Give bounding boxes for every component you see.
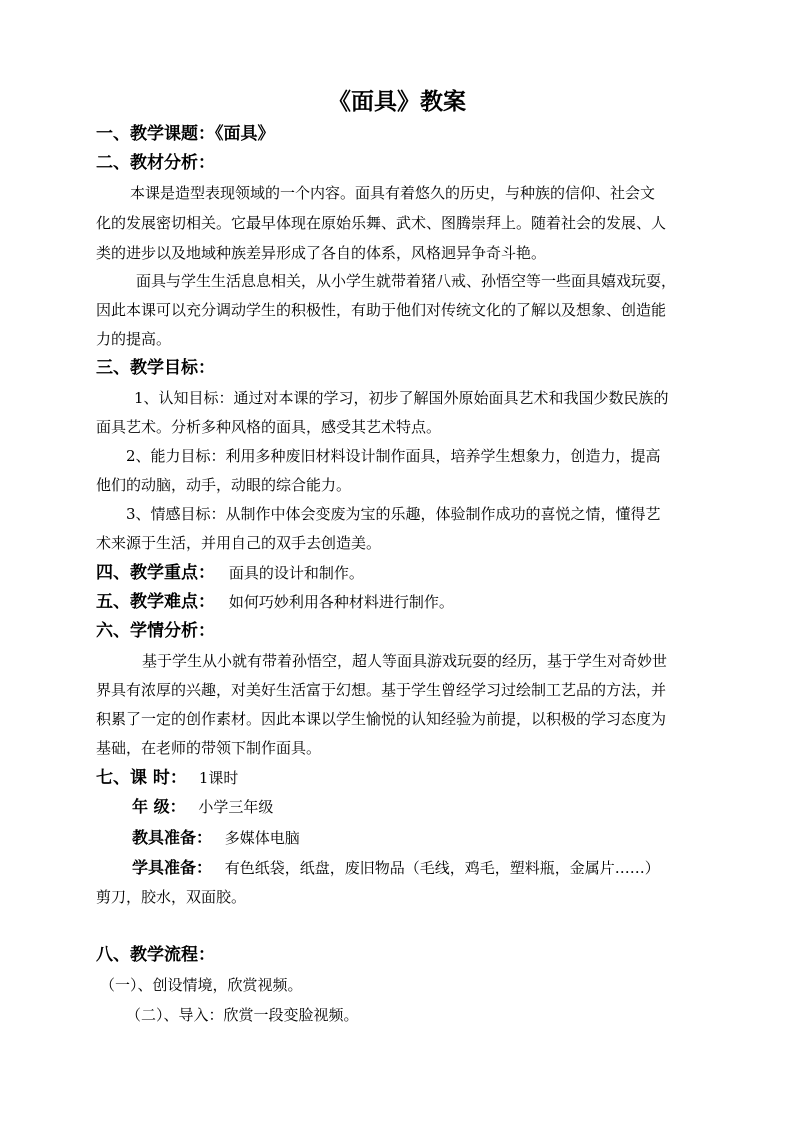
section-1-heading: 一、教学课题：《面具》: [96, 124, 275, 144]
section-3-line-4: 他们的动脑，动手，动眼的综合能力。: [96, 476, 352, 494]
section-6-line-1: 基于学生从小就有带着孙悟空，超人等面具游戏玩耍的经历，基于学生对奇妙世: [142, 652, 668, 670]
section-2-heading: 二、教材分析：: [96, 153, 215, 173]
student-tools-value-cont: 剪刀，胶水，双面胶。: [96, 888, 247, 906]
section-7-heading: 七、课 时：: [96, 768, 187, 788]
section-3-line-1: 1、认知目标：通过对本课的学习，初步了解国外原始面具艺术和我国少数民族的: [134, 389, 669, 407]
section-3-heading: 三、教学目标：: [96, 358, 215, 378]
teaching-tools-value: 多媒体电脑: [224, 829, 300, 847]
student-tools-row: [132, 855, 660, 881]
section-6-line-3: 积累了一定的创作素材。因此本课以学生愉悦的认知经验为前提，以积极的学习态度为: [96, 710, 667, 728]
section-3-line-2: 面具艺术。分析多种风格的面具，感受其艺术特点。: [96, 418, 442, 436]
teaching-tools-row: [132, 825, 300, 851]
section-2-line-6: 力的提高。: [96, 330, 172, 348]
section-2-line-2: 化的发展密切相关。它最早体现在原始乐舞、武术、图腾崇拜上。随着社会的发展、人: [96, 214, 667, 232]
section-4-value: 面具的设计和制作。: [228, 564, 364, 582]
grade-label: 年 级：: [132, 797, 186, 816]
section-6-line-4: 基础，在老师的带领下制作面具。: [96, 739, 322, 757]
section-8-line-1: （一）、创设情境，欣赏视频。: [100, 976, 303, 994]
section-7: [96, 765, 238, 791]
section-4: [96, 560, 364, 586]
grade-row: [132, 794, 273, 820]
teaching-tools-label: 教具准备：: [132, 828, 213, 847]
section-6-line-2: 界具有浓厚的兴趣，对美好生活富于幻想。基于学生曾经学习过绘制工艺品的方法，并: [96, 681, 667, 699]
section-4-heading: 四、教学重点：: [96, 563, 215, 583]
section-2-line-1: 本课是造型表现领域的一个内容。面具有着悠久的历史，与种族的信仰、社会文: [130, 184, 656, 202]
section-2-line-5: 因此本课可以充分调动学生的积极性，有助于他们对传统文化的了解以及想象、创造能: [96, 301, 667, 319]
document-title: 《面具》教案: [328, 88, 466, 115]
section-8-line-2: （二）、导入：欣赏一段变脸视频。: [126, 1006, 359, 1024]
section-8-heading: 八、教学流程：: [96, 945, 215, 965]
section-3-line-3: 2、能力目标：利用多种废旧材料设计制作面具，培养学生想象力，创造力，提高: [126, 447, 661, 465]
section-6-heading: 六、学情分析：: [96, 621, 215, 641]
section-7-value: 1课时: [198, 769, 239, 787]
section-3-line-6: 术来源于生活，并用自己的双手去创造美。: [96, 534, 382, 552]
student-tools-value: 有色纸袋，纸盘，废旧物品（毛线，鸡毛，塑料瓶，金属片……）: [224, 859, 660, 877]
section-5: [96, 589, 454, 615]
section-5-value: 如何巧妙利用各种材料进行制作。: [228, 593, 454, 611]
grade-value: 小学三年级: [198, 798, 274, 816]
section-5-heading: 五、教学难点：: [96, 592, 215, 612]
student-tools-label: 学具准备：: [132, 858, 213, 877]
section-2-line-3: 类的进步以及地域种族差异形成了各自的体系，风格迥异争奇斗艳。: [96, 244, 547, 262]
section-2-line-4: 面具与学生生活息息相关，从小学生就带着猪八戒、孙悟空等一些面具嬉戏玩耍，: [136, 272, 677, 290]
section-3-line-5: 3、情感目标：从制作中体会变废为宝的乐趣，体验制作成功的喜悦之情，懂得艺: [126, 505, 661, 523]
